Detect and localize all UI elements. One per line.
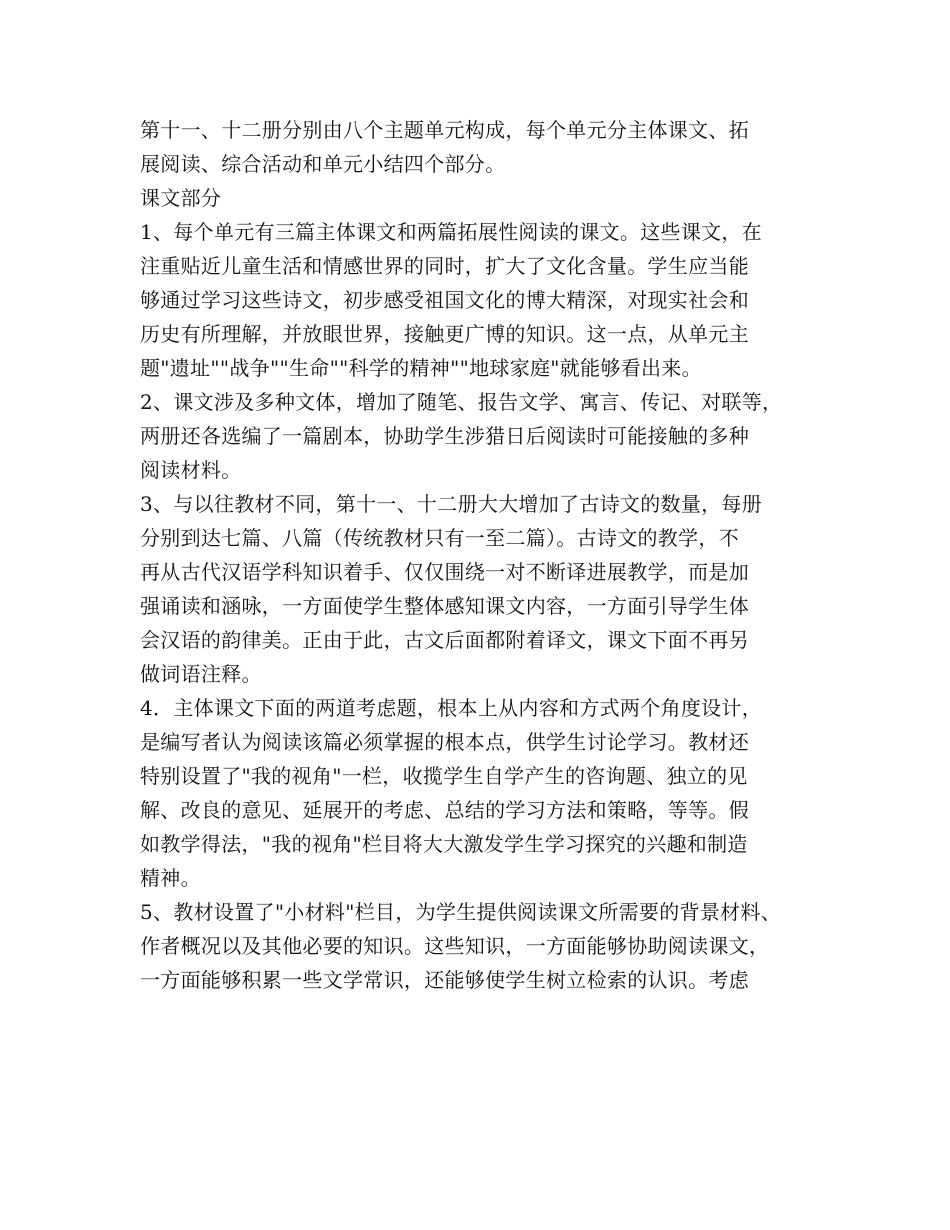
text-line: 两册还各选编了一篇剧本，协助学生涉猎日后阅读时可能接触的多种	[140, 424, 749, 448]
text-line: 注重贴近儿童生活和情感世界的同时，扩大了文化含量。学生应当能	[140, 254, 749, 278]
text-line: 会汉语的韵律美。正由于此，古文后面都附着译文，课文下面不再另	[140, 628, 749, 652]
text-line: 是编写者认为阅读该篇必须掌握的根本点，供学生讨论学习。教材还	[140, 730, 749, 754]
text-line: 特别设置了"我的视角"一栏，收揽学生自学产生的咨询题、独立的见	[140, 764, 748, 788]
text-line: 第十一、十二册分别由八个主题单元构成，每个单元分主体课文、拓	[140, 118, 749, 142]
text-line: 作者概况以及其他必要的知识。这些知识，一方面能够协助阅读课文，	[140, 934, 770, 958]
text-line: 精神。	[140, 866, 201, 890]
text-line: 1、每个单元有三篇主体课文和两篇拓展性阅读的课文。这些课文，在	[140, 220, 763, 244]
text-line: 展阅读、综合活动和单元小结四个部分。	[140, 152, 506, 176]
body-text	[140, 113, 830, 997]
text-line: 一方面能够积累一些文学常识，还能够使学生树立检索的认识。考虑	[140, 968, 749, 992]
text-line: 5、教材设置了"小材料"栏目，为学生提供阅读课文所需要的背景材料、	[140, 900, 782, 924]
text-line: 分别到达七篇、八篇（传统教材只有一至二篇）。古诗文的教学，不	[140, 526, 739, 550]
text-line: 阅读材料。	[140, 458, 242, 482]
text-line: 4．主体课文下面的两道考虑题，根本上从内容和方式两个角度设计，	[140, 696, 763, 720]
text-line: 够通过学习这些诗文，初步感受祖国文化的博大精深，对现实社会和	[140, 288, 749, 312]
text-line: 如教学得法，"我的视角"栏目将大大激发学生学习探究的兴趣和制造	[140, 832, 748, 856]
text-line: 题"遗址""战争""生命""科学的精神""地球家庭"就能够看出来。	[140, 356, 702, 380]
section-heading: 课文部分	[140, 186, 222, 210]
text-line: 做词语注释。	[140, 662, 262, 686]
text-line: 2、课文涉及多种文体，增加了随笔、报告文学、寓言、传记、对联等，	[140, 390, 783, 414]
text-line: 再从古代汉语学科知识着手、仅仅围绕一对不断译进展教学，而是加	[140, 560, 749, 584]
text-line: 解、改良的意见、延展开的考虑、总结的学习方法和策略，等等。假	[140, 798, 749, 822]
text-line: 历史有所理解，并放眼世界，接触更广博的知识。这一点，从单元主	[140, 322, 749, 346]
text-line: 强诵读和涵咏，一方面使学生整体感知课文内容，一方面引导学生体	[140, 594, 749, 618]
text-line: 3、与以往教材不同，第十一、十二册大大增加了古诗文的数量，每册	[140, 492, 763, 516]
